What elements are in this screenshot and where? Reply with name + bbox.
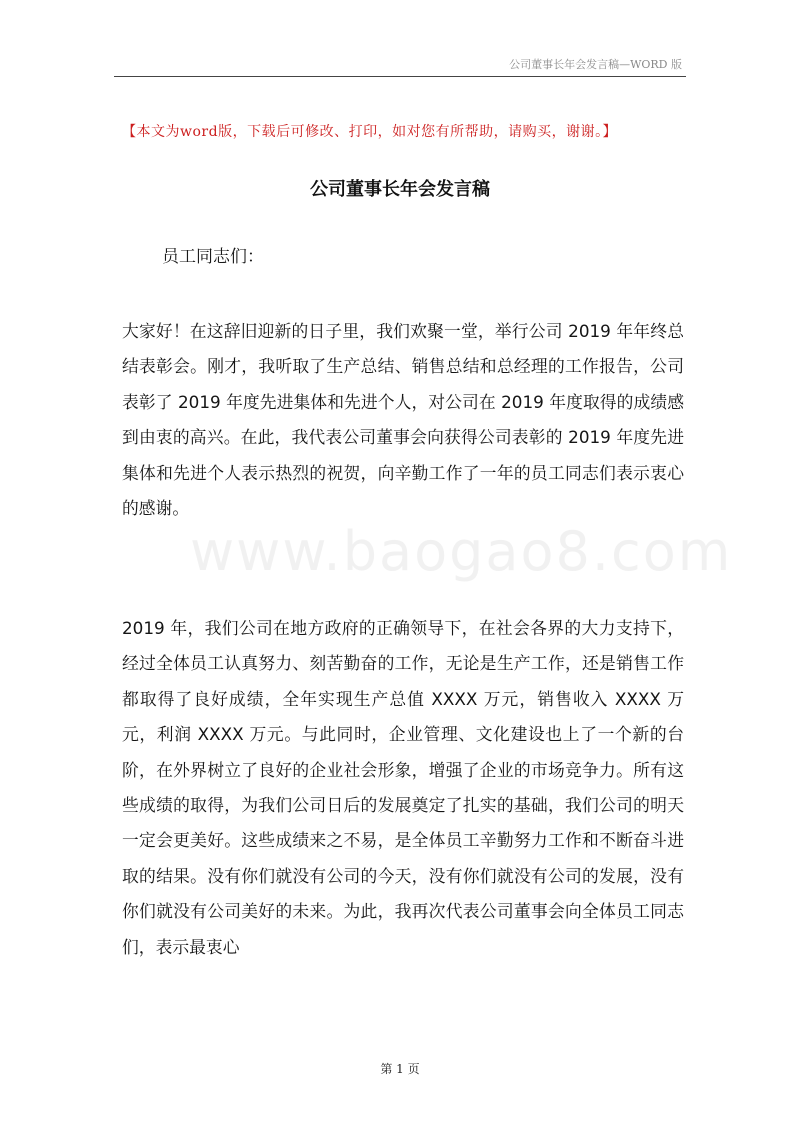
header-divider bbox=[114, 76, 686, 77]
page-number: 第 1 页 bbox=[380, 1062, 420, 1076]
body-paragraph-2: 2019 年，我们公司在地方政府的正确领导下，在社会各界的大力支持下，经过全体员工认真努力、刻苦勤奋的工作，无论是生产工作，还是销售工作都取得了良好成绩，全年实现生产总值 XXXX 万元，销售收入 XXXX 万元，利润 XXXX 万元。与此同时，企业管理、文化建设也上了一个新的台阶，在外界树立了良好的企业社会形象，增强了企业的市场竞争力。所有这些成绩的取得，为我们公司日后的发展奠定了扎实的基础，我们公司的明天一定会更美好。这些成绩来之不易，是全体员工辛勤努力工作和不断奋斗进取的结果。没有你们就没有公司的今天，没有你们就没有公司的发展，没有你们就没有公司美好的未来。为此，我再次代表公司董事会向全体员工同志们，表示最衷心 bbox=[122, 618, 684, 957]
salutation: 员工同志们： bbox=[162, 247, 264, 267]
watermark: www.baogao8.com bbox=[190, 520, 733, 583]
document-title: 公司董事长年会发言稿 bbox=[310, 179, 490, 200]
running-header: 公司董事长年会发言稿—WORD 版 bbox=[509, 58, 682, 71]
purchase-notice: 【本文为word版，下载后可修改、打印，如对您有所帮助，请购买，谢谢。】 bbox=[122, 124, 618, 140]
body-paragraph-1: 大家好！在这辞旧迎新的日子里，我们欢聚一堂，举行公司 2019 年年终总结表彰会。刚才，我听取了生产总结、销售总结和总经理的工作报告，公司表彰了 2019 年度先进集体和先进个人，对公司在 2019 年度取得的成绩感到由衷的高兴。在此，我代表公司董事会向获得公司表彰的 2019 年度先进集体和先进个人表示热烈的祝贺，向辛勤工作了一年的员工同志们表示衷心的感谢。 bbox=[122, 321, 684, 519]
